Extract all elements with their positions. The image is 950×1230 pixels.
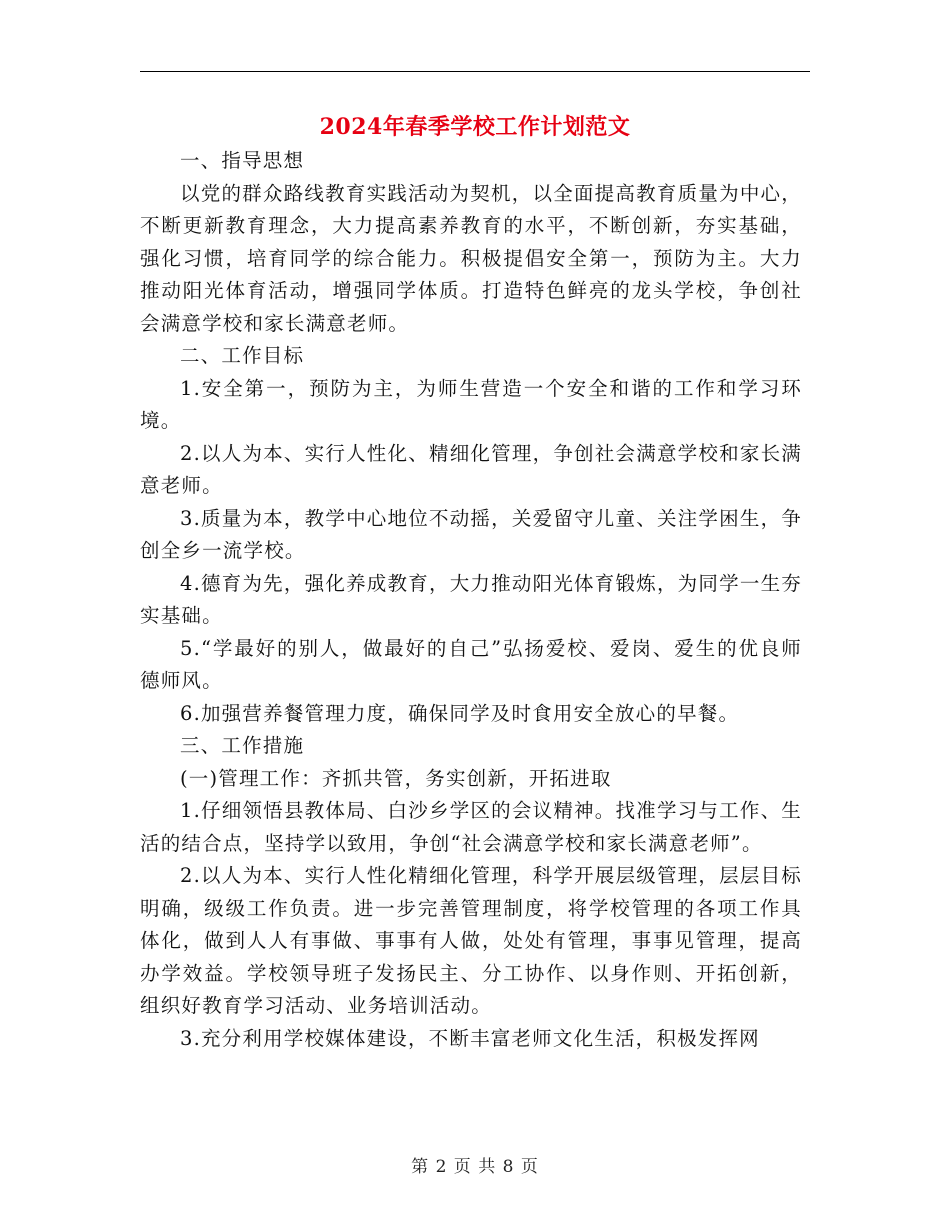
page-number-label: 第 2 页 共 8 页 <box>411 1157 539 1177</box>
goal-item-6: 6.加强营养餐管理力度，确保同学及时食用安全放心的早餐。 <box>179 701 740 725</box>
paragraph-guiding-ideology: 以党的群众路线教育实践活动为契机，以全面提高教育质量为中心，不断更新教育理念，大力提高素养教育的水平，不断创新，夯实基础，强化习惯，培育同学的综合能力。积极提倡安全第一，预防为主。大力推动阳光体育活动，增强同学体质。打造特色鲜亮的龙头学校，争创社会满意学校和家长满意老师。 <box>140 181 802 335</box>
page-footer <box>140 1155 810 1179</box>
goal-item-4: 4.德育为先，强化养成教育，大力推动阳光体育锻炼，为同学一生夯实基础。 <box>140 571 802 627</box>
goal-item-5: 5.“学最好的别人，做最好的自己”弘扬爱校、爱岗、爱生的优良师德师风。 <box>140 636 802 692</box>
header-rule <box>140 71 810 72</box>
goal-item-3: 3.质量为本，教学中心地位不动摇，关爱留守儿童、关注学困生，争创全乡一流学校。 <box>140 506 802 562</box>
document-title: 2024年春季学校工作计划范文 <box>319 114 631 140</box>
measure-item-1: 1.仔细领悟县教体局、白沙乡学区的会议精神。找准学习与工作、生活的结合点，坚持学以致用，争创“社会满意学校和家长满意老师”。 <box>140 799 802 855</box>
goal-item-1: 1.安全第一，预防为主，为师生营造一个安全和谐的工作和学习环境。 <box>140 376 802 432</box>
measure-item-2: 2.以人为本、实行人性化精细化管理，科学开展层级管理，层层目标明确，级级工作负责。进一步完善管理制度，将学校管理的各项工作具体化，做到人人有事做、事事有人做，处处有管理，事事见管理，提高办学效益。学校领导班子发扬民主、分工协作、以身作则、开拓创新，组织好教育学习活动、业务培训活动。 <box>140 864 802 1017</box>
subsection-heading-management: (一)管理工作：齐抓共管，务实创新，开拓进取 <box>179 766 612 790</box>
section-heading-work-goals: 二、工作目标 <box>179 344 305 367</box>
section-heading-guiding-ideology: 一、指导思想 <box>179 149 305 172</box>
measure-item-3: 3.充分利用学校媒体建设，不断丰富老师文化生活，积极发挥网 <box>179 1026 760 1050</box>
goal-item-2: 2.以人为本、实行人性化、精细化管理，争创社会满意学校和家长满意老师。 <box>140 441 802 497</box>
document-body <box>140 145 802 1055</box>
section-heading-work-measures: 三、工作措施 <box>179 734 305 757</box>
